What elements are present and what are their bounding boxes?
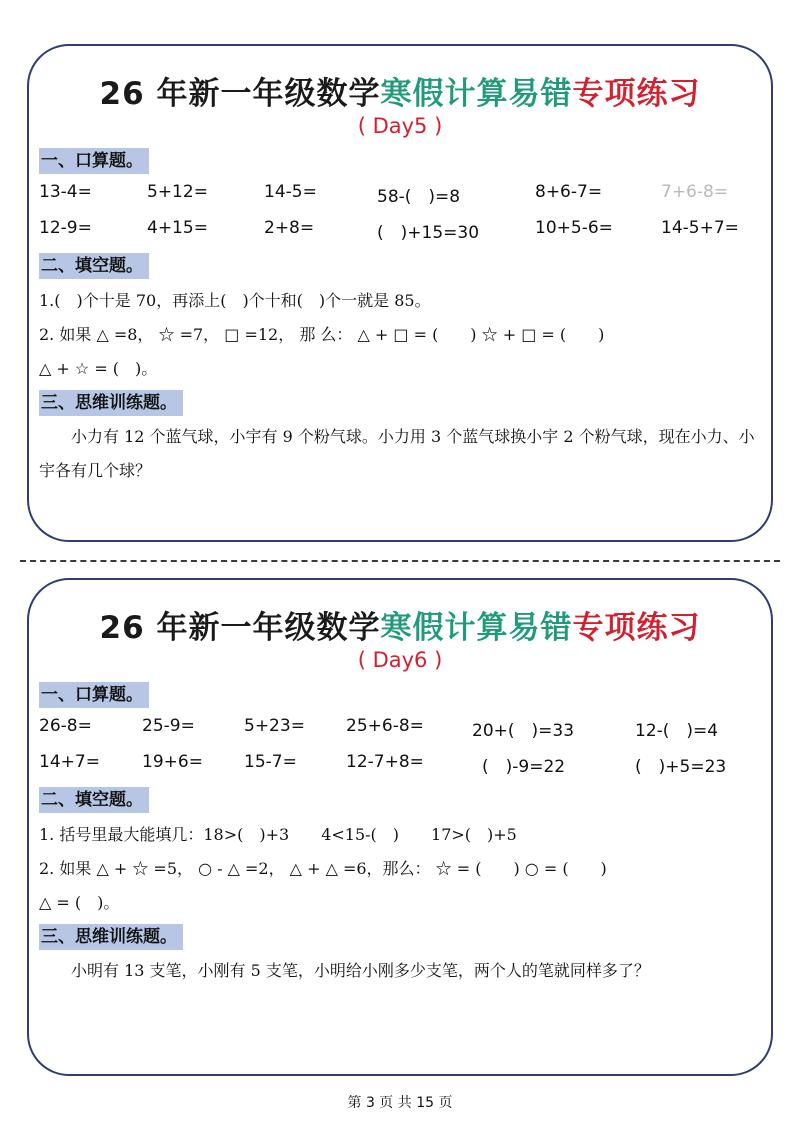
calc-item: 26-8=: [39, 716, 92, 736]
section-heading-fill: 二、填空题。: [39, 787, 149, 813]
worksheet-title: [29, 68, 771, 113]
calc-item: 5+23=: [244, 716, 305, 736]
fill-question-2-cont: △ = ( )。: [39, 893, 120, 912]
calc-item: 4+15=: [147, 218, 208, 238]
calc-item: 15-7=: [244, 752, 297, 772]
title-part-red: 专项练习: [572, 76, 701, 112]
title-part-green: 寒假计算易错: [380, 610, 573, 646]
calc-item: 12-9=: [39, 218, 92, 238]
fill-question-2-cont: △ + ☆ = ( )。: [39, 359, 158, 378]
calc-item: 14+7=: [39, 752, 100, 772]
calc-item: 58-( )=8: [377, 187, 461, 207]
calc-item: 14-5=: [264, 182, 317, 202]
calc-item: ( )-9=22: [482, 757, 566, 777]
worksheet-card-day6: [27, 578, 773, 1076]
fill-question-2: 2. 如果 △ =8， ☆ =7， □ =12， 那 么： △ + □ = ( ) ☆ + □ = ( ): [39, 325, 605, 344]
fill-question-1: 1. 括号里最大能填几：18>( )+3 4<15-( ) 17>( )+5: [39, 825, 517, 844]
thinking-problem: 小力有 12 个蓝气球，小宇有 9 个粉气球。小力用 3 个蓝气球换小宇 2 个粉气球，现在小力、小宇各有几个球？: [39, 427, 755, 480]
calc-item: 12-7+8=: [346, 752, 424, 772]
section-heading-thinking: 三、思维训练题。: [39, 924, 183, 950]
calc-item: 20+( )=33: [472, 721, 575, 741]
thinking-problem: 小明有 13 支笔，小刚有 5 支笔，小明给小刚多少支笔，两个人的笔就同样多了？: [71, 961, 650, 980]
calc-item: 13-4=: [39, 182, 92, 202]
calc-item-watermarked: 7+6-8=: [661, 182, 729, 202]
worksheet-title: [29, 602, 771, 647]
day-label: ( Day5 ): [357, 114, 443, 138]
title-part-red: 专项练习: [572, 610, 701, 646]
calc-item: 10+5-6=: [535, 218, 613, 238]
fill-question-1: 1.( )个十是 70，再添上( )个十和( )个一就是 85。: [39, 291, 431, 310]
calc-item: 25-9=: [142, 716, 195, 736]
fill-question-2: 2. 如果 △ + ☆ =5， ○ - △ =2， △ + △ =6，那么： ☆ = ( ) ○ = ( ): [39, 859, 607, 878]
worksheet-card-day5: [27, 44, 773, 542]
cut-line: [20, 560, 780, 562]
page-footer: 第 3 页 共 15 页: [347, 1095, 453, 1111]
calc-item: 14-5+7=: [661, 218, 739, 238]
calc-item: ( )+15=30: [377, 223, 480, 243]
section-heading-fill: 二、填空题。: [39, 253, 149, 279]
section-heading-oral: 一、口算题。: [39, 682, 149, 708]
calc-item: 25+6-8=: [346, 716, 424, 736]
title-part-green: 寒假计算易错: [380, 76, 573, 112]
section-heading-oral: 一、口算题。: [39, 148, 149, 174]
section-heading-thinking: 三、思维训练题。: [39, 390, 183, 416]
title-part-black: 26 年新一年级数学: [99, 610, 381, 646]
title-part-black: 26 年新一年级数学: [99, 76, 381, 112]
calc-item: 19+6=: [142, 752, 203, 772]
calc-item: ( )+5=23: [635, 757, 727, 777]
day-label: ( Day6 ): [357, 648, 443, 672]
calc-item: 8+6-7=: [535, 182, 603, 202]
calc-item: 2+8=: [264, 218, 315, 238]
calc-item: 12-( )=4: [635, 721, 719, 741]
calc-item: 5+12=: [147, 182, 208, 202]
